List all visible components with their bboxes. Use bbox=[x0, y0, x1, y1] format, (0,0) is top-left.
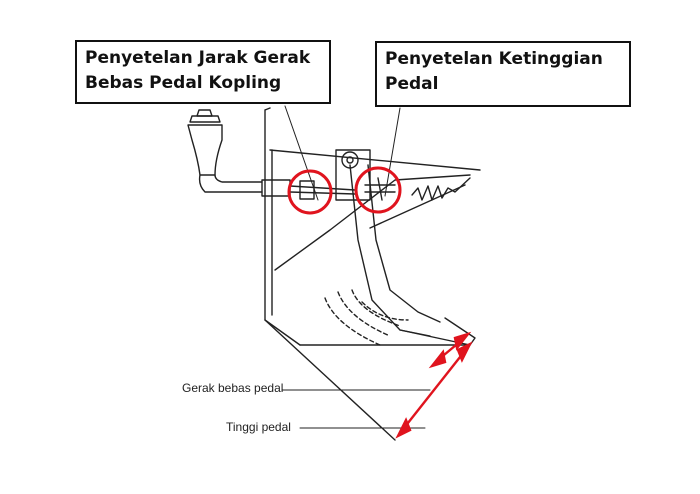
label-pedal-height: Tinggi pedal bbox=[226, 420, 291, 434]
measurement-arrows bbox=[398, 334, 470, 436]
callout-free-play-line1: Penyetelan Jarak Gerak bbox=[85, 48, 311, 68]
callout-height-line1: Penyetelan Ketinggian bbox=[385, 49, 603, 69]
label-free-play: Gerak bebas pedal bbox=[182, 381, 284, 395]
body-panel bbox=[265, 108, 300, 345]
callout-height-adjust bbox=[375, 41, 631, 107]
callout-free-play-line2: Bebas Pedal Kopling bbox=[85, 73, 282, 93]
arrow-free-play-head-1 bbox=[432, 352, 445, 366]
firewall-diagonal bbox=[275, 175, 470, 270]
master-cylinder bbox=[262, 180, 290, 196]
pedal-ghost-2 bbox=[338, 292, 390, 336]
highlight-height-adjust bbox=[356, 168, 400, 212]
pedal-ghost-3 bbox=[352, 290, 400, 326]
arrow-pedal-height-head-2 bbox=[458, 344, 470, 360]
reservoir-cap bbox=[190, 116, 220, 122]
return-spring bbox=[412, 178, 470, 200]
highlight-circles bbox=[289, 168, 400, 213]
pedal-ghost-1 bbox=[325, 298, 380, 345]
reservoir bbox=[188, 125, 222, 175]
reservoir-cap-top bbox=[197, 110, 212, 116]
callout-free-play-adjust bbox=[75, 40, 331, 104]
reservoir-hose bbox=[200, 175, 262, 192]
callout-height-line2: Pedal bbox=[385, 74, 439, 94]
